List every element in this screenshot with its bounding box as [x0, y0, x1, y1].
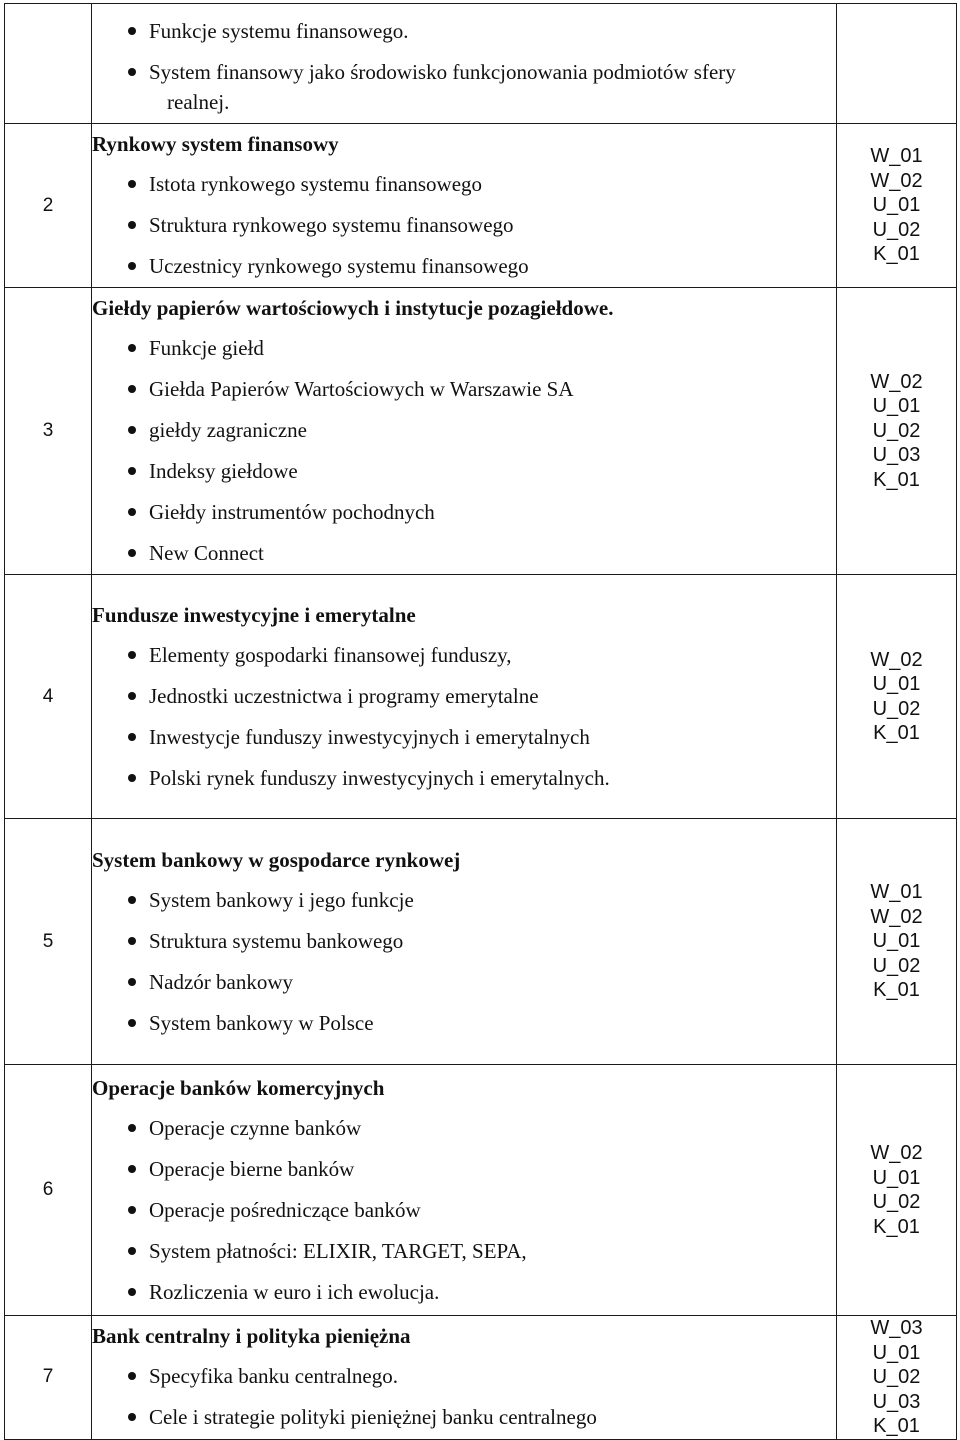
outcome-code: U_02 [872, 697, 921, 720]
list-item: Operacje bierne banków [92, 1149, 836, 1190]
topic-heading: Rynkowy system finansowy [92, 132, 339, 156]
table-row [5, 124, 957, 288]
outcome-code: K_01 [873, 468, 920, 491]
topic-heading: Bank centralny i polityka pieniężna [92, 1324, 411, 1349]
learning-outcome-codes [837, 4, 957, 124]
topic-content [92, 819, 837, 1065]
list-item: giełdy zagraniczne [92, 410, 836, 451]
outcome-code: U_02 [872, 1366, 921, 1388]
list-item: Funkcje giełd [92, 328, 836, 369]
topic-content [92, 1065, 837, 1316]
list-item: Funkcje systemu finansowego. [92, 11, 836, 52]
table-row [5, 4, 957, 124]
list-item: Struktura rynkowego systemu finansowego [92, 205, 836, 246]
list-item: Elementy gospodarki finansowej funduszy, [92, 635, 836, 676]
outcome-code: U_02 [872, 954, 921, 977]
outcome-code: U_01 [872, 194, 921, 217]
learning-outcome-codes [837, 575, 957, 819]
outcome-code: U_03 [872, 444, 921, 467]
outcome-code: K_01 [873, 1415, 920, 1437]
learning-outcome-codes [837, 1316, 957, 1440]
topic-content [92, 1316, 837, 1440]
outcome-code: K_01 [873, 979, 920, 1002]
topic-heading: Giełdy papierów wartościowych i instytucje pozagiełdowe. [92, 296, 614, 320]
list-item: System bankowy i jego funkcje [92, 880, 836, 921]
topic-content [92, 288, 837, 575]
topic-number: 2 [5, 124, 92, 288]
outcome-code: U_03 [872, 1390, 921, 1413]
outcome-code: W_01 [870, 145, 923, 168]
list-item: Jednostki uczestnictwa i programy emerytalne [92, 676, 836, 717]
outcome-code: K_01 [873, 1215, 920, 1238]
learning-outcome-codes [837, 1065, 957, 1316]
topic-item-list [92, 1108, 836, 1313]
list-item: Inwestycje funduszy inwestycyjnych i emerytalnych [92, 717, 836, 758]
topic-heading: System bankowy w gospodarce rynkowej [92, 847, 461, 872]
outcome-code: U_01 [872, 1166, 921, 1189]
list-item-continuation: realnej. [167, 89, 230, 114]
list-item: Specyfika banku centralnego. [92, 1356, 836, 1397]
learning-outcome-codes [837, 819, 957, 1065]
learning-outcome-codes [837, 124, 957, 288]
outcome-code: K_01 [873, 722, 920, 744]
topic-item-list [92, 880, 836, 1044]
outcome-code: W_02 [870, 648, 923, 671]
topic-content [92, 575, 837, 819]
topic-item-list [92, 11, 836, 93]
topic-number [5, 4, 92, 124]
outcome-code: W_02 [870, 1142, 923, 1164]
outcome-code: W_02 [870, 905, 923, 928]
outcome-code: U_02 [872, 419, 921, 442]
topic-heading: Fundusze inwestycyjne i emerytalne [92, 602, 416, 627]
syllabus-table-body [5, 4, 957, 1440]
list-item: Operacje pośredniczące banków [92, 1190, 836, 1231]
topic-item-list [92, 635, 836, 799]
outcome-code: W_03 [870, 1317, 923, 1339]
topic-item-list [92, 328, 836, 574]
outcome-code: U_01 [872, 1341, 921, 1364]
topic-content [92, 4, 837, 124]
outcome-code: U_01 [872, 395, 921, 418]
topic-number: 4 [5, 575, 92, 819]
outcome-code: U_02 [872, 1191, 921, 1213]
topic-number: 6 [5, 1065, 92, 1316]
outcome-code: U_01 [872, 673, 921, 695]
table-row [5, 819, 957, 1065]
list-item: Struktura systemu bankowego [92, 921, 836, 962]
list-item: Indeksy giełdowe [92, 451, 836, 492]
table-row [5, 1065, 957, 1316]
list-item: Giełda Papierów Wartościowych w Warszawie SA [92, 369, 836, 410]
table-row [5, 575, 957, 819]
list-item: Istota rynkowego systemu finansowego [92, 164, 836, 205]
list-item: Polski rynek funduszy inwestycyjnych i emerytalnych. [92, 758, 836, 799]
topic-content [92, 124, 837, 288]
topic-item-list [92, 164, 836, 287]
table-row [5, 1316, 957, 1440]
list-item: System bankowy w Polsce [92, 1003, 836, 1044]
list-item: Nadzór bankowy [92, 962, 836, 1003]
learning-outcome-codes [837, 288, 957, 575]
list-item: System płatności: ELIXIR, TARGET, SEPA, [92, 1231, 836, 1272]
list-item: New Connect [92, 533, 836, 574]
outcome-code: W_01 [870, 881, 923, 904]
topic-number: 5 [5, 819, 92, 1065]
topic-heading: Operacje banków komercyjnych [92, 1075, 385, 1100]
outcome-code: U_01 [872, 930, 921, 953]
outcome-code: U_02 [872, 218, 921, 241]
topic-number: 3 [5, 288, 92, 575]
topic-item-list [92, 1356, 836, 1438]
list-item: System finansowy jako środowisko funkcjonowania podmiotów sfery [92, 52, 836, 93]
list-item: Operacje czynne banków [92, 1108, 836, 1149]
list-item: Uczestnicy rynkowego systemu finansowego [92, 246, 836, 287]
list-item: Giełdy instrumentów pochodnych [92, 492, 836, 533]
list-item: Rozliczenia w euro i ich ewolucja. [92, 1272, 836, 1313]
outcome-code: W_02 [870, 370, 923, 393]
list-item: Cele i strategie polityki pieniężnej banku centralnego [92, 1397, 836, 1438]
outcome-code: K_01 [873, 243, 920, 266]
topic-number: 7 [5, 1316, 92, 1440]
table-row [5, 288, 957, 575]
syllabus-table [4, 3, 957, 1440]
outcome-code: W_02 [870, 169, 923, 192]
